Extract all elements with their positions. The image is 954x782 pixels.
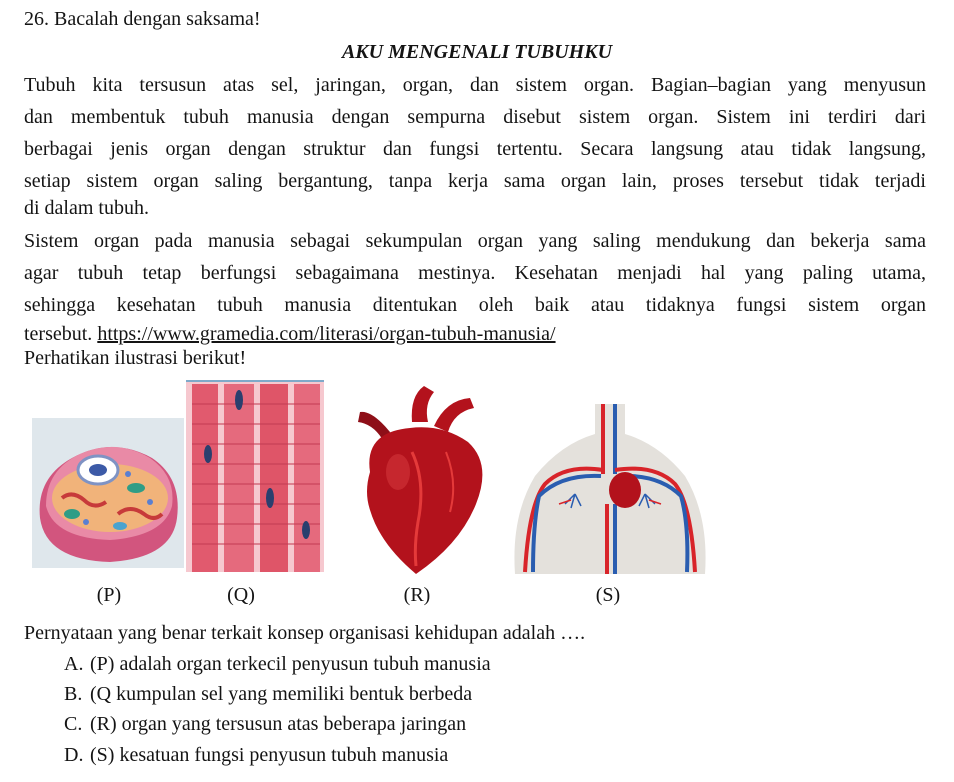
- illustration-prompt: Perhatikan ilustrasi berikut!: [24, 347, 247, 369]
- paragraph1-line-4: setiap sistem organ saling bergantung, tanpa kerja sama organ lain, proses tersebut tidak terjadi: [24, 170, 926, 192]
- instruction-text: Bacalah dengan saksama!: [54, 8, 261, 30]
- option-b-text: (Q kumpulan sel yang memiliki bentuk berbeda: [90, 683, 473, 705]
- article-title: AKU MENGENALI TUBUHKU: [341, 41, 613, 63]
- paragraph1-line-2: dan membentuk tubuh manusia dengan sempurna disebut sistem organ. Sistem ini terdiri dari: [24, 106, 926, 128]
- option-d-letter: D.: [64, 744, 84, 766]
- option-c-letter: C.: [64, 713, 83, 735]
- option-c[interactable]: [64, 712, 466, 736]
- option-b-letter: B.: [64, 683, 83, 705]
- option-a-letter: A.: [64, 653, 84, 675]
- label-s: (S): [595, 584, 621, 606]
- paragraph1-line-5: di dalam tubuh.: [24, 197, 149, 219]
- heart-illustration: [350, 382, 496, 578]
- source-link[interactable]: https://www.gramedia.com/literasi/organ-tubuh-manusia/: [97, 323, 556, 345]
- cell-illustration: [32, 418, 184, 568]
- option-c-text: (R) organ yang tersusun atas beberapa jaringan: [90, 713, 467, 735]
- paragraph1-line-3: berbagai jenis organ dengan struktur dan fungsi tertentu. Secara langsung atau tidak langsung,: [24, 138, 926, 160]
- paragraph2-line-4: [24, 322, 556, 346]
- label-r: (R): [403, 584, 431, 606]
- option-d[interactable]: [64, 743, 448, 767]
- paragraph2-line-3: sehingga kesehatan tubuh manusia ditentukan oleh baik atau tidaknya fungsi sistem organ: [24, 294, 926, 316]
- option-d-text: (S) kesatuan fungsi penyusun tubuh manusia: [90, 744, 449, 766]
- option-a-text: (P) adalah organ terkecil penyusun tubuh manusia: [90, 653, 491, 675]
- question-stem: Pernyataan yang benar terkait konsep organisasi kehidupan adalah ….: [24, 622, 586, 644]
- label-q: (Q): [227, 584, 255, 606]
- circulatory-system-illustration: [505, 404, 715, 574]
- muscle-tissue-illustration: [186, 380, 324, 572]
- question-header: [24, 7, 261, 31]
- paragraph2-line-2: agar tubuh tetap berfungsi sebagaimana mestinya. Kesehatan menjadi hal yang paling utama,: [24, 262, 926, 284]
- label-p: (P): [96, 584, 122, 606]
- paragraph2-line-1: Sistem organ pada manusia sebagai sekumpulan organ yang saling mendukung dan bekerja sama: [24, 230, 926, 252]
- option-a[interactable]: [64, 652, 491, 676]
- question-number: 26.: [24, 8, 49, 30]
- option-b[interactable]: [64, 682, 472, 706]
- paragraph1-line-1: Tubuh kita tersusun atas sel, jaringan, organ, dan sistem organ. Bagian–bagian yang menyusun: [24, 74, 926, 96]
- paragraph2-last-prefix: tersebut.: [24, 323, 93, 345]
